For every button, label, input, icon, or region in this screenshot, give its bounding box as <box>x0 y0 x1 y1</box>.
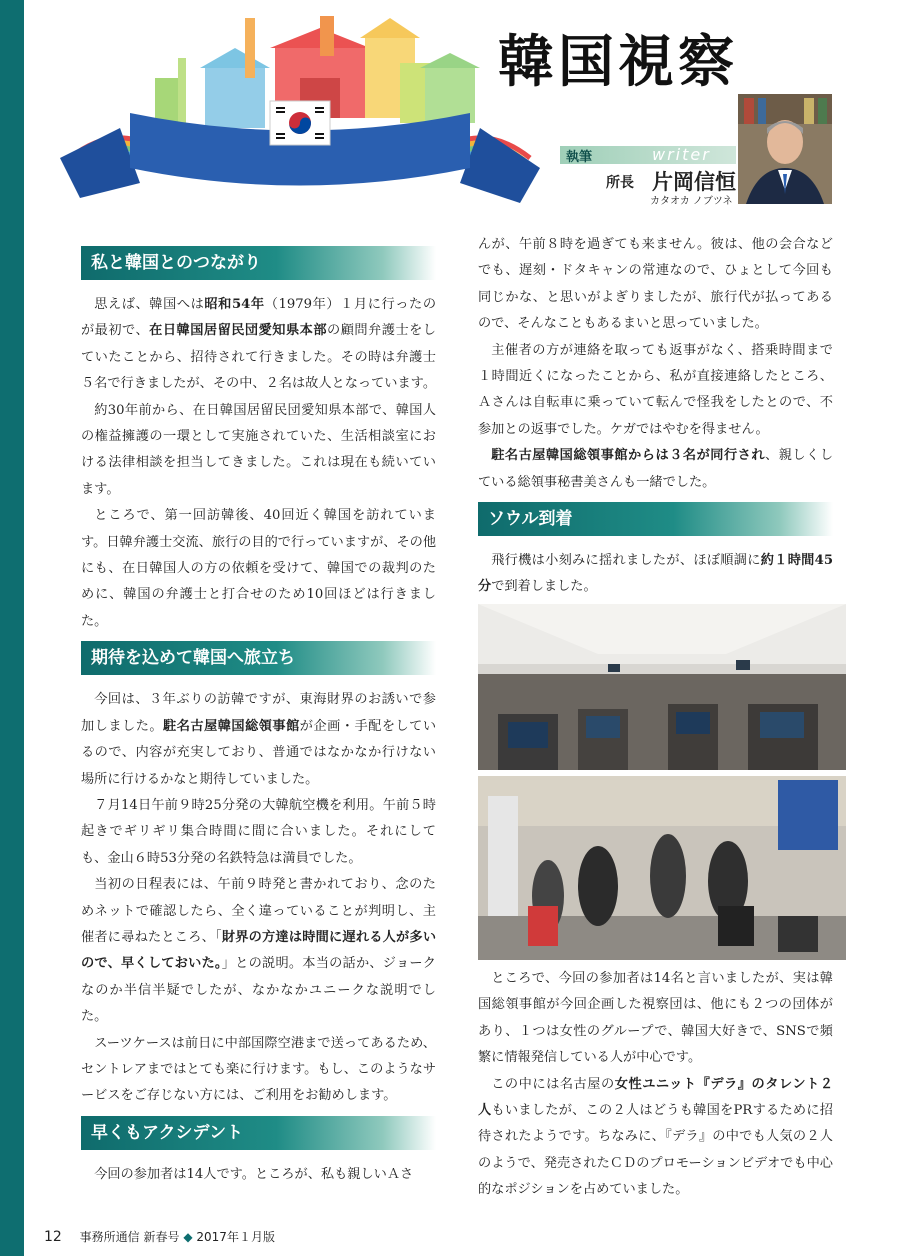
paragraph: 駐名古屋韓国総領事館からは３名が同行され、親しくしている総領事秘書美さんも一緒でした。 <box>478 448 834 490</box>
paragraph: 思えば、韓国へは昭和54年（1979年）１月に行ったのが最初で、在日韓国居留民団愛知県本部の顧問弁護士をしていたことから、招待されて行きました。その時は弁護士５名で行きましたが、その中、２名は故人となっています。 <box>81 297 437 392</box>
paragraph: ７月14日午前９時25分発の大韓航空機を利用。午前５時起きでギリギリ集合時間に間に合いました。それにしても、金山６時53分発の名鉄特急は満員でした。 <box>81 797 436 866</box>
writer-label: 執筆 <box>566 150 593 165</box>
paragraph: この中には名古屋の女性ユニット『デラ』のタレント２人もいましたが、この２人はどうも韓国をPRするために招待されたようです。ちなみに、『デラ』の中でも人気の２人のようで、発売されたＣＤのプロモーションビデオでも中心的なポジションを占めていました。 <box>478 1076 834 1198</box>
writer-role: 所長 <box>606 175 634 191</box>
korean-flag-icon <box>270 101 330 145</box>
paragraph: 今回は、３年ぶりの訪韓ですが、東海財界のお誘いで参加しました。駐名古屋韓国総領事館が企画・手配をしているので、内容が充実しており、普通ではなかなか行けない場所に行けるかなと期待していました。 <box>81 692 437 787</box>
writer-name: 片岡信恒 <box>652 170 736 194</box>
korea-banner-illustration <box>60 8 540 208</box>
author-portrait-image <box>738 94 832 204</box>
left-margin-bar <box>0 0 24 1256</box>
page-footer <box>44 1228 275 1245</box>
section-heading: 早くもアクシデント <box>81 1116 436 1150</box>
writer-english-label: writer <box>652 145 711 164</box>
page-title: 韓国視察 <box>498 30 738 95</box>
publication-name: 事務所通信 <box>79 1230 140 1244</box>
paragraph: 当初の日程表には、午前９時発と書かれており、念のためネットで確認したら、全く違っていることが判明し、主催者に尋ねたところ、「財界の方達は時間に遅れる人が多いので、早くしておいた。」との説明。本当の話か、ジョークなのか半信半疑でしたが、なかなかユニークな説明でした。 <box>81 877 437 1025</box>
section-heading: 期待を込めて韓国へ旅立ち <box>81 641 436 675</box>
paragraph: んが、午前８時を過ぎても来ません。彼は、他の会合などでも、遅刻・ドタキャンの常連なので、ひょとして今回も同じかな、と思いがよぎりましたが、旅行代が払ってあるので、そんなこともあるまいと思っていました。 <box>478 237 833 332</box>
paragraph: 今回の参加者は14人です。ところが、私も親しいＡさ <box>94 1166 414 1182</box>
right-column-lower <box>478 966 833 1204</box>
right-column <box>478 232 833 601</box>
paragraph: 約30年前から、在日韓国居留民団愛知県本部で、韓国人の権益擁護の一環として実施されていた、生活相談室における法律相談を担当してきました。これは現在も続いています。 <box>81 402 436 497</box>
paragraph: スーツケースは前日に中部国際空港まで送ってあるため、セントレアまではとても楽に行けます。もし、このようなサービスをご存じない方には、ご利用をお勧めします。 <box>81 1035 437 1104</box>
paragraph: 飛行機は小刻みに揺れましたが、ほぼ順調に約１時間45分で到着しました。 <box>478 553 833 595</box>
airplane-cabin-photo <box>478 604 846 770</box>
paragraph: 主催者の方が連絡を取っても返事がなく、搭乗時間まで１時間近くになったことから、私が直接連絡したところ、Ａさんは自転車に乗っていて転んで怪我をしたとので、不参加との返事でした。ケガではやむを得ません。 <box>478 342 833 437</box>
paragraph: ところで、第一回訪韓後、40回近く韓国を訪れています。日韓弁護士交流、旅行の目的で行っていますが、その他にも、在日韓国人の方の依頼を受けて、韓国での裁判のために、韓国の弁護士と打合せのため10回ほどは行きました。 <box>81 508 437 629</box>
section-heading: 私と韓国とのつながり <box>81 246 436 280</box>
diamond-icon: ◆ <box>183 1230 193 1244</box>
issue-date: 2017年１月版 <box>196 1230 275 1244</box>
paragraph: ところで、今回の参加者は14名と言いましたが、実は韓国総領事館が今回企画した視察団は、他にも２つの団体があり、１つは女性のグループで、韓国大好きで、SNSで頻繁に情報発信している人が中心です。 <box>478 971 833 1066</box>
section-heading: ソウル到着 <box>478 502 833 536</box>
left-column <box>81 240 436 1188</box>
writer-kana: カタオカ ノブツネ <box>650 196 733 207</box>
page-number: 12 <box>44 1229 62 1245</box>
airport-arrival-photo <box>478 776 846 960</box>
issue-name: 新春号 <box>143 1230 180 1244</box>
